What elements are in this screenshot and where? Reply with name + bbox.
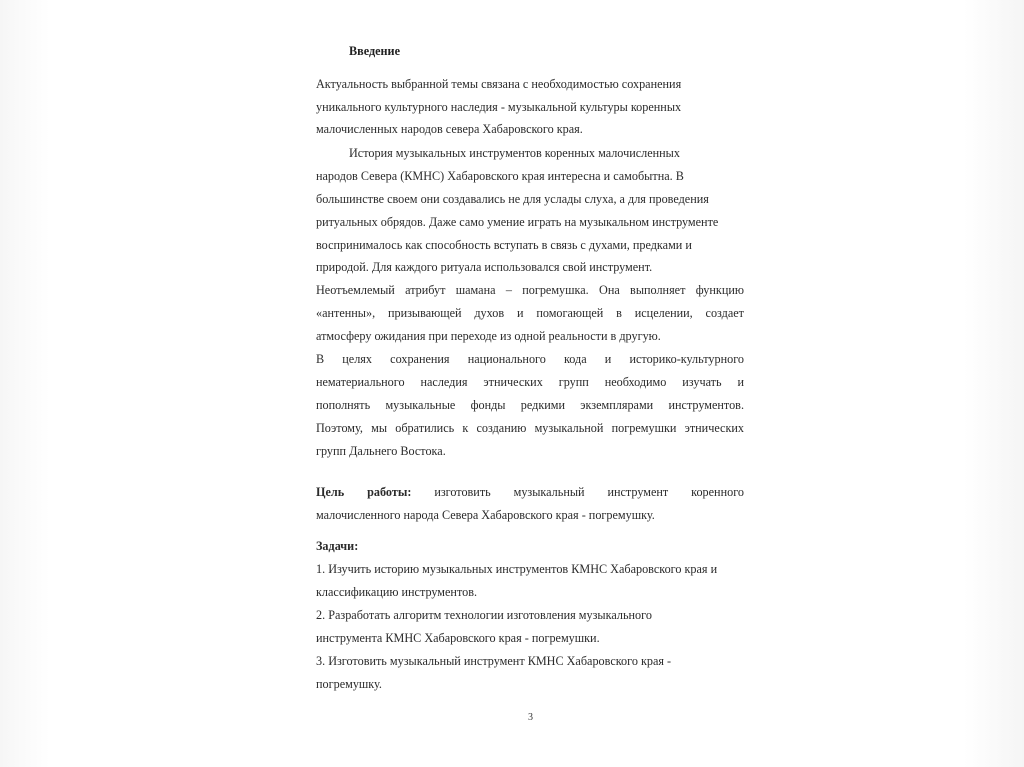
intro-line-1: Актуальность выбранной темы связана с необходимостью сохранения xyxy=(316,77,682,91)
goal-text-line-2: малочисленного народа Севера Хабаровского края - погремушку. xyxy=(316,508,655,522)
history-line-4: ритуальных обрядов. Даже само умение играть на музыкальном инструменте xyxy=(316,215,719,229)
goal-line-1 xyxy=(316,484,744,500)
shaman-line-2: «антенны», призывающей духов и помогающей в исцелении, создает xyxy=(316,306,744,320)
preserve-line-5: групп Дальнего Востока. xyxy=(316,444,446,458)
shaman-line-3: атмосферу ожидания при переходе из одной реальности в другую. xyxy=(316,329,661,343)
history-line-5: воспринималось как способность вступать в связь с духами, предками и xyxy=(316,238,692,252)
task-line-3: 2. Разработать алгоритм технологии изготовления музыкального xyxy=(316,608,652,622)
goal-label: Цель работы: xyxy=(316,485,412,499)
goal-text-line-1: изготовить музыкальный инструмент коренного xyxy=(434,485,744,499)
page-shadow-right xyxy=(964,0,1024,767)
history-line-6: природой. Для каждого ритуала использовался свой инструмент. xyxy=(316,260,653,274)
page-number: 3 xyxy=(528,712,533,723)
tasks-label: Задачи: xyxy=(316,539,359,553)
history-line-1: История музыкальных инструментов коренных малочисленных xyxy=(349,146,680,160)
history-line-2: народов Севера (КМНС) Хабаровского края интересна и самобытна. В xyxy=(316,169,684,183)
page-shadow-left xyxy=(0,0,50,767)
preserve-line-1: В целях сохранения национального кода и историко-культурного xyxy=(316,352,744,366)
task-line-4: инструмента КМНС Хабаровского края - погремушки. xyxy=(316,631,600,645)
task-line-2: классификацию инструментов. xyxy=(316,585,478,599)
preserve-line-2: нематериального наследия этнических групп необходимо изучать и xyxy=(316,375,744,389)
intro-line-3: малочисленных народов севера Хабаровского края. xyxy=(316,122,583,136)
shaman-line-1: Неотъемлемый атрибут шамана – погремушка. Она выполняет функцию xyxy=(316,283,744,297)
section-heading: Введение xyxy=(349,44,400,58)
intro-line-2: уникального культурного наследия - музыкальной культуры коренных xyxy=(316,100,682,114)
task-line-1: 1. Изучить историю музыкальных инструментов КМНС Хабаровского края и xyxy=(316,562,718,576)
history-line-3: большинстве своем они создавались не для услады слуха, а для проведения xyxy=(316,192,709,206)
preserve-line-3: пополнять музыкальные фонды редкими экземплярами инструментов. xyxy=(316,398,744,412)
task-line-5: 3. Изготовить музыкальный инструмент КМНС Хабаровского края - xyxy=(316,654,672,668)
preserve-line-4: Поэтому, мы обратились к созданию музыкальной погремушки этнических xyxy=(316,421,744,435)
task-line-6: погремушку. xyxy=(316,677,382,691)
